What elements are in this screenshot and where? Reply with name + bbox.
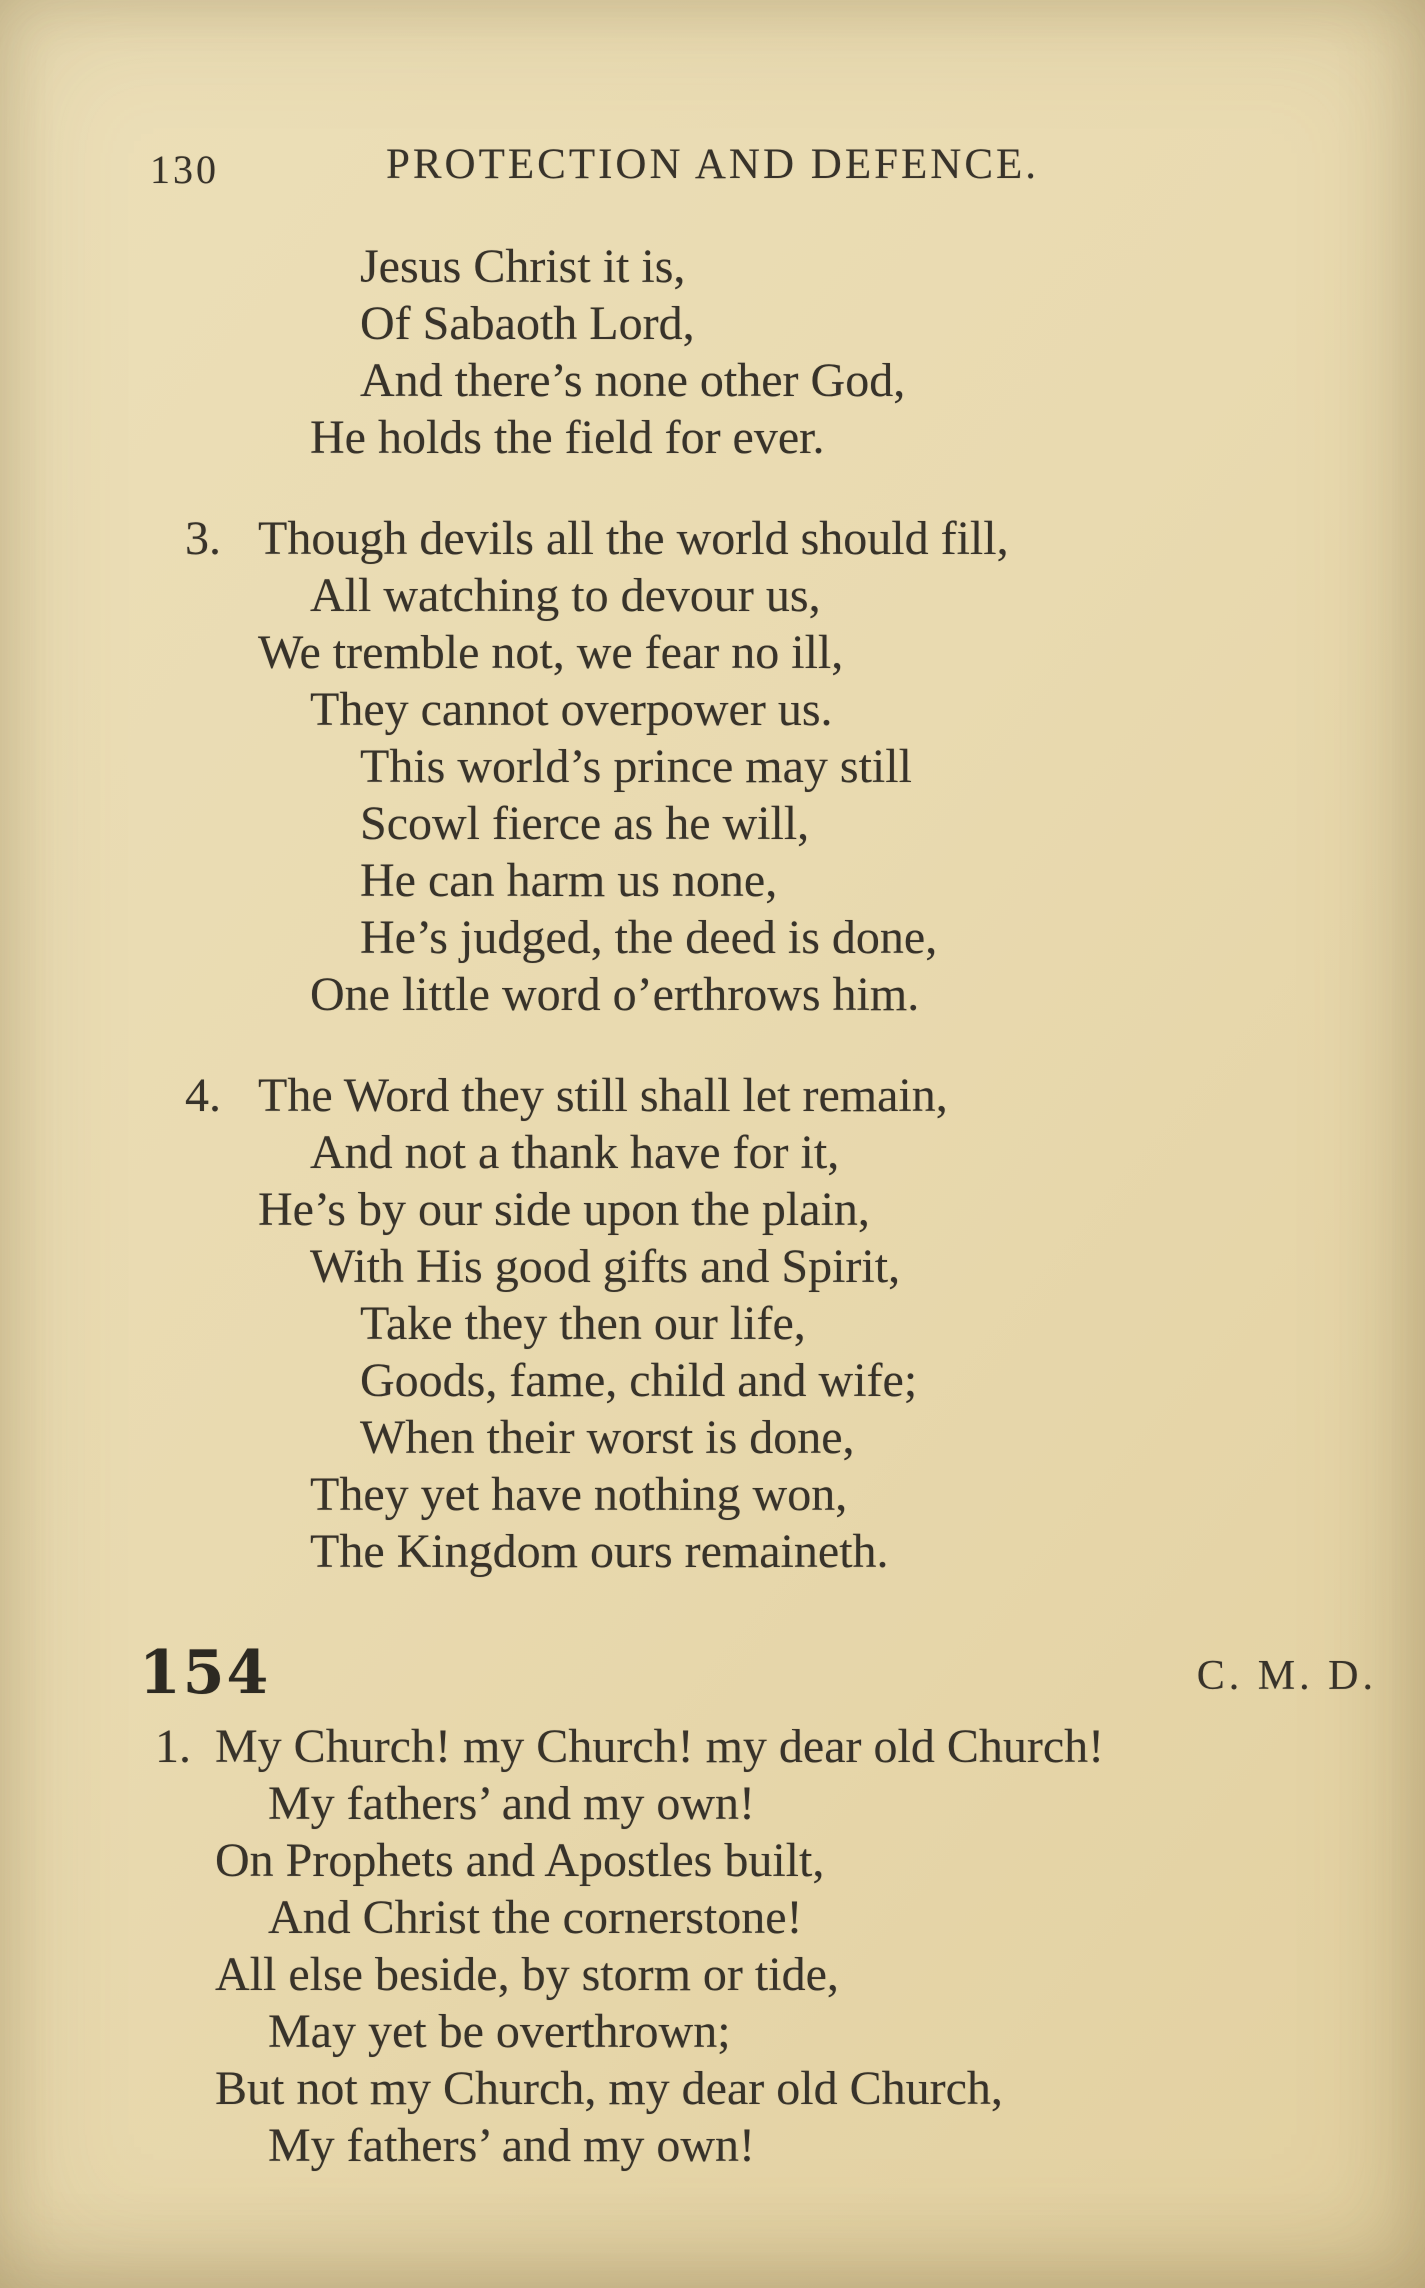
verse-line: The Kingdom ours remaineth. [310, 1525, 889, 1578]
stanza [0, 510, 1425, 1023]
verse-line: This world’s prince may still [360, 740, 912, 793]
page-header [0, 140, 1425, 198]
verse-line: But not my Church, my dear old Church, [215, 2062, 1003, 2115]
verse-line: Though devils all the world should fill, [258, 512, 1009, 565]
verse-line: On Prophets and Apostles built, [215, 1834, 825, 1887]
hymn-heading [0, 1636, 1425, 1710]
hymn-number: 154 [139, 1638, 271, 1708]
verse-line: When their worst is done, [360, 1411, 855, 1464]
hymn-meter: C. M. D. [1196, 1653, 1377, 1699]
verse-line: All watching to devour us, [310, 569, 821, 622]
verse-line: The Word they still shall let remain, [258, 1069, 948, 1122]
stanza-number: 1. [155, 1720, 191, 1773]
verse-line: Jesus Christ it is, [360, 240, 686, 293]
stanza [0, 238, 1425, 466]
verse-line: He’s by our side upon the plain, [258, 1183, 870, 1236]
verse-line: With His good gifts and Spirit, [310, 1240, 901, 1293]
verse-line: May yet be overthrown; [268, 2005, 731, 2058]
hymn-154-stanzas [0, 1718, 1425, 2174]
page-number: 130 [150, 147, 219, 192]
verse-line: He holds the field for ever. [310, 411, 825, 464]
verse-line: Take they then our life, [360, 1297, 806, 1350]
verse-line: And there’s none other God, [360, 354, 906, 407]
verse-line: My Church! my Church! my dear old Church! [215, 1720, 1105, 1773]
verse-line: All else beside, by storm or tide, [215, 1948, 839, 2001]
verse-line: One little word o’erthrows him. [310, 968, 920, 1021]
verse-line: They yet have nothing won, [310, 1468, 848, 1521]
verse-line: We tremble not, we fear no ill, [258, 626, 844, 679]
verse-line: Of Sabaoth Lord, [360, 297, 695, 350]
verse-line: Scowl fierce as he will, [360, 797, 810, 850]
verse-line: He’s judged, the deed is done, [360, 911, 938, 964]
verse-line: And not a thank have for it, [310, 1126, 840, 1179]
verse-line: Goods, fame, child and wife; [360, 1354, 918, 1407]
verse-line: And Christ the cornerstone! [268, 1891, 803, 1944]
stanza-number: 4. [185, 1069, 221, 1122]
verse-line: My fathers’ and my own! [268, 1777, 755, 1830]
stanza [0, 1067, 1425, 1580]
verse-line: They cannot overpower us. [310, 683, 833, 736]
running-title: PROTECTION AND DEFENCE. [385, 141, 1040, 188]
verse-line: My fathers’ and my own! [268, 2119, 755, 2172]
stanza [0, 1718, 1425, 2174]
stanza-number: 3. [185, 512, 221, 565]
hymn-153-stanzas [0, 238, 1425, 1580]
verse-line: He can harm us none, [360, 854, 778, 907]
